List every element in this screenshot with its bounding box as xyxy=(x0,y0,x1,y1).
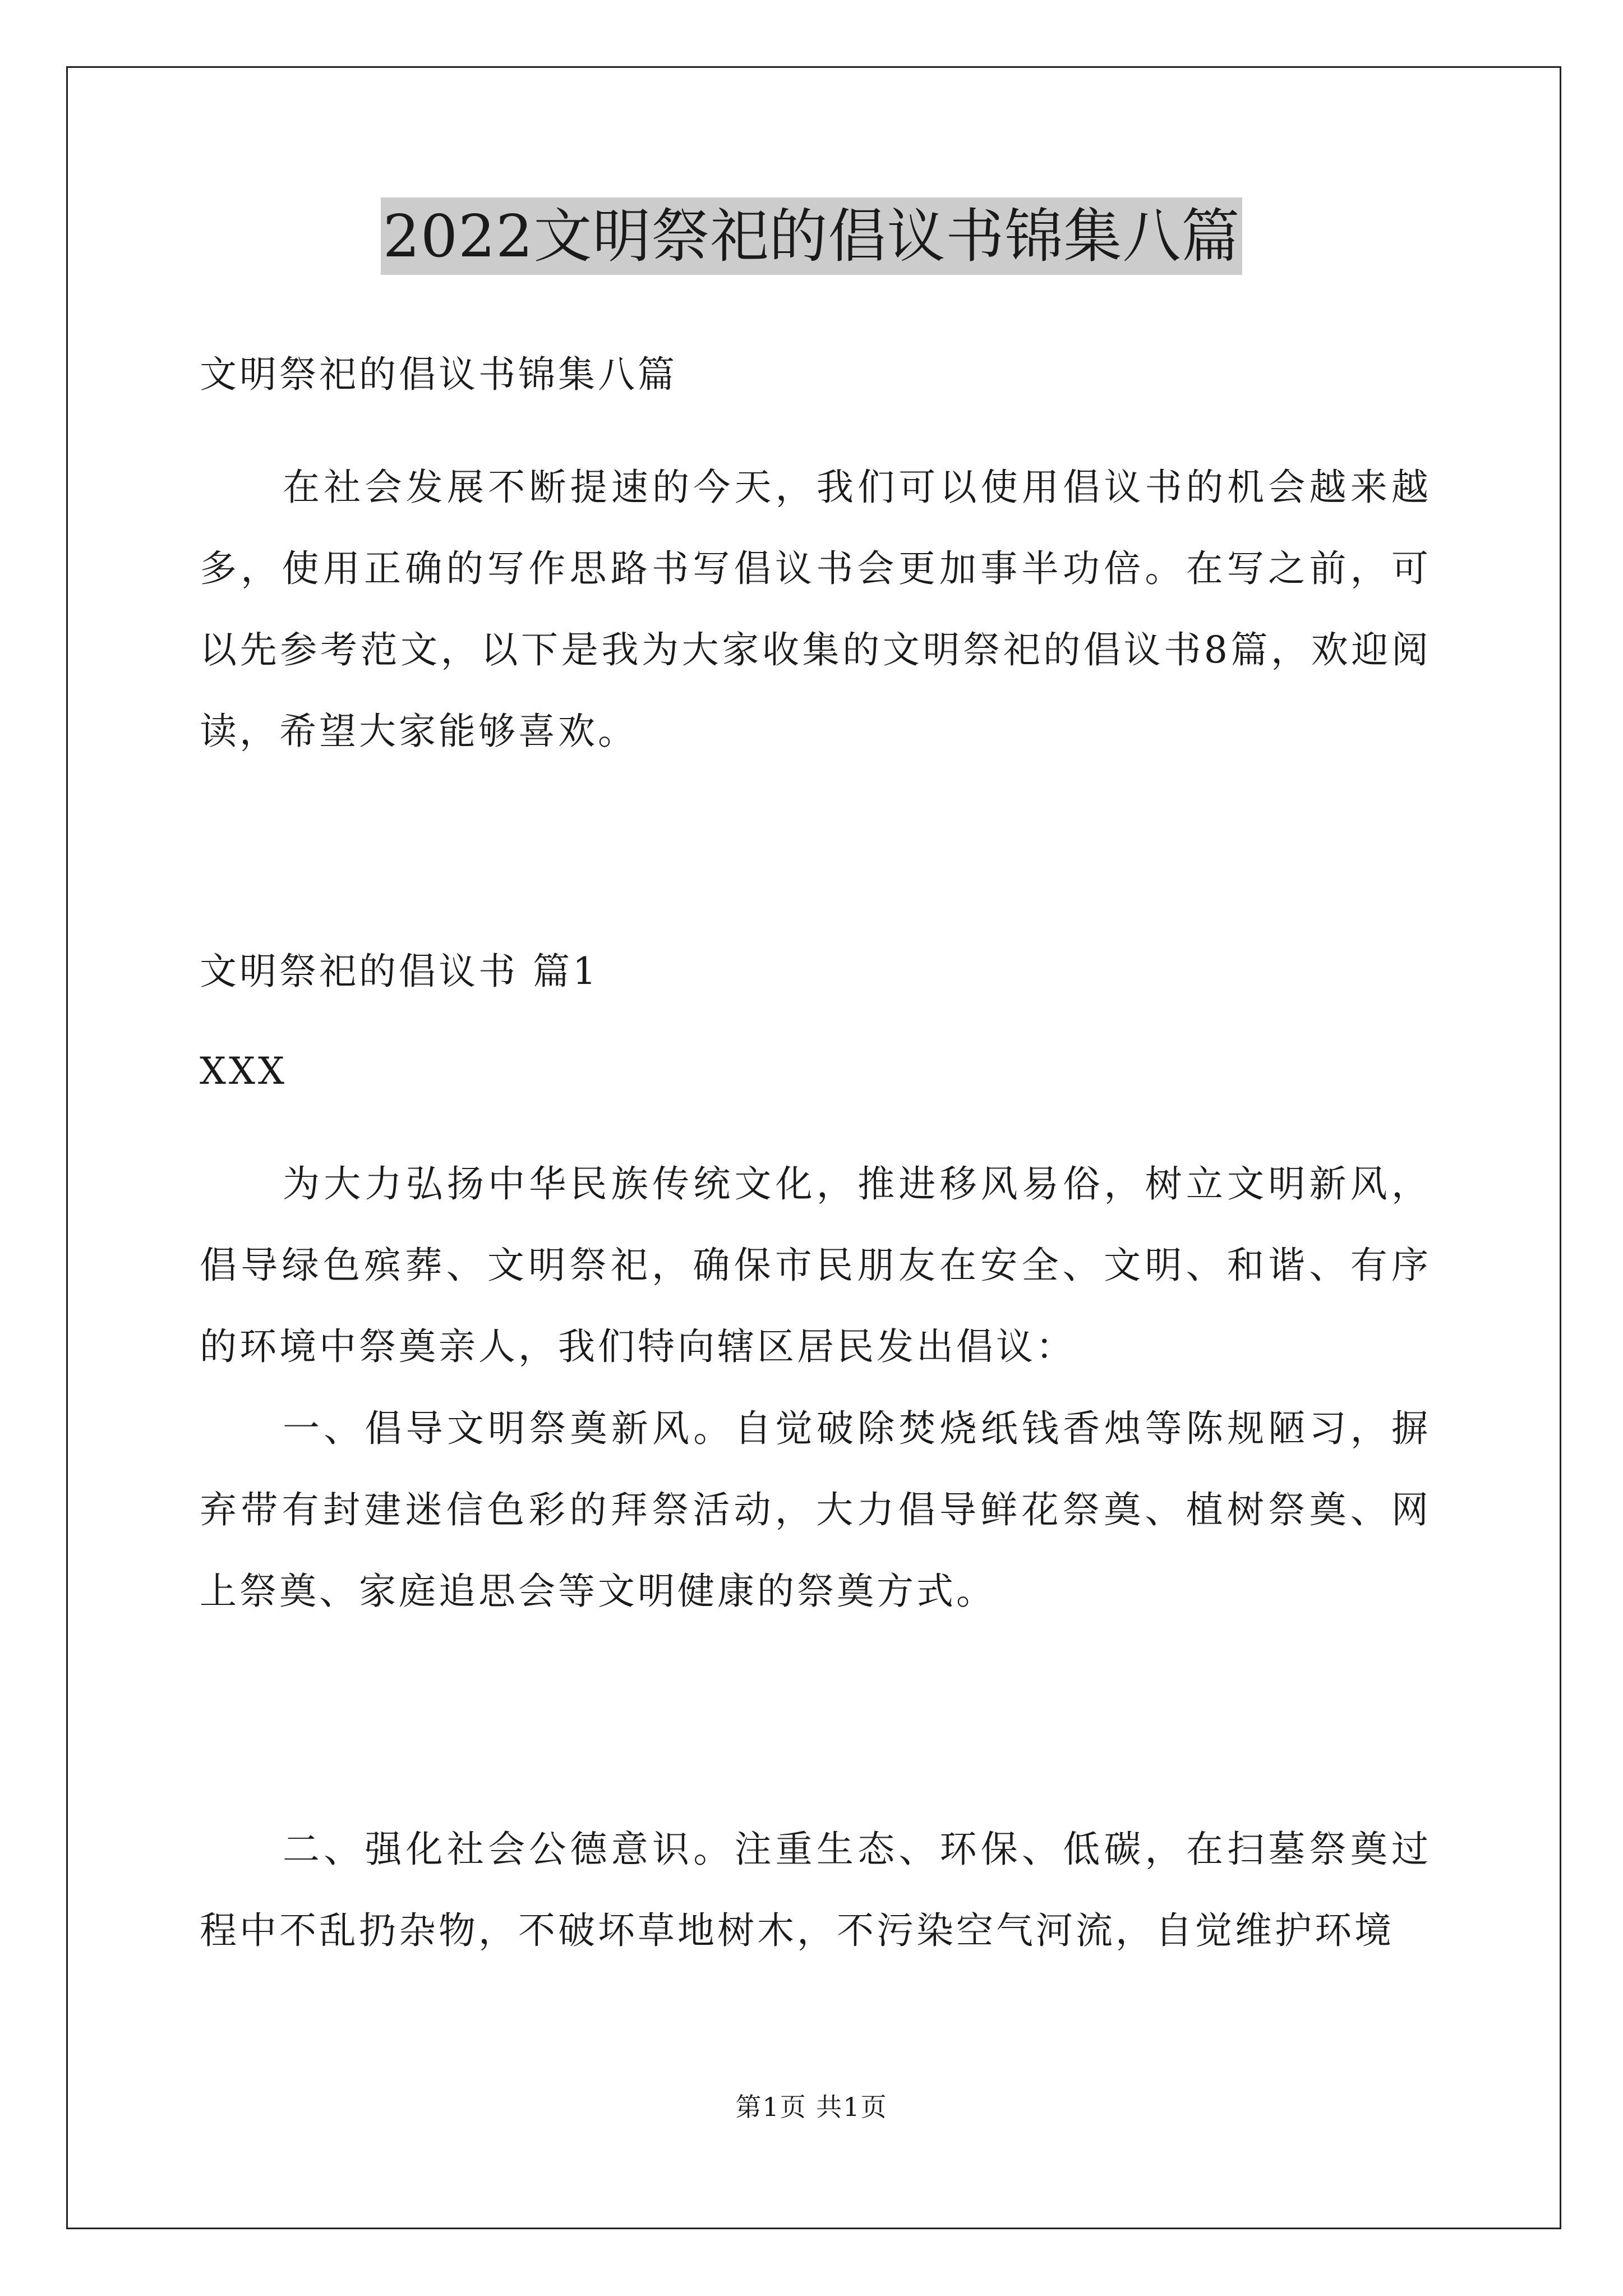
intro-paragraph: 在社会发展不断提速的今天，我们可以使用倡议书的机会越来越多，使用正确的写作思路书写倡议书会更加事半功倍。在写之前，可以先参考范文，以下是我为大家收集的文明祭祀的倡议书8篇，欢迎阅读，希望大家能够喜欢。 xyxy=(200,466,1431,753)
title-container xyxy=(0,197,1623,275)
paragraph-1: 为大力弘扬中华民族传统文化，推进移风易俗，树立文明新风，倡导绿色殡葬、文明祭祀，确保市民朋友在安全、文明、和谐、有序的环境中祭奠亲人，我们特向辖区居民发出倡议： xyxy=(200,1162,1431,1368)
salutation: XXX xyxy=(200,1050,287,1093)
paragraph-3: 二、强化社会公德意识。注重生态、环保、低碳，在扫墓祭奠过程中不乱扔杂物，不破坏草地树木，不污染空气河流，自觉维护环境 xyxy=(200,1828,1431,1952)
document-title: 2022文明祭祀的倡议书锦集八篇 xyxy=(381,197,1243,275)
paragraph-2: 一、倡导文明祭奠新风。自觉破除焚烧纸钱香烛等陈规陋习，摒弃带有封建迷信色彩的拜祭活动，大力倡导鲜花祭奠、植树祭奠、网上祭奠、家庭追思会等文明健康的祭奠方式。 xyxy=(200,1407,1431,1613)
page-footer: 第1页 共1页 xyxy=(735,2092,888,2122)
section-heading: 文明祭祀的倡议书 篇1 xyxy=(200,950,599,993)
document-subtitle: 文明祭祀的倡议书锦集八篇 xyxy=(200,353,677,396)
